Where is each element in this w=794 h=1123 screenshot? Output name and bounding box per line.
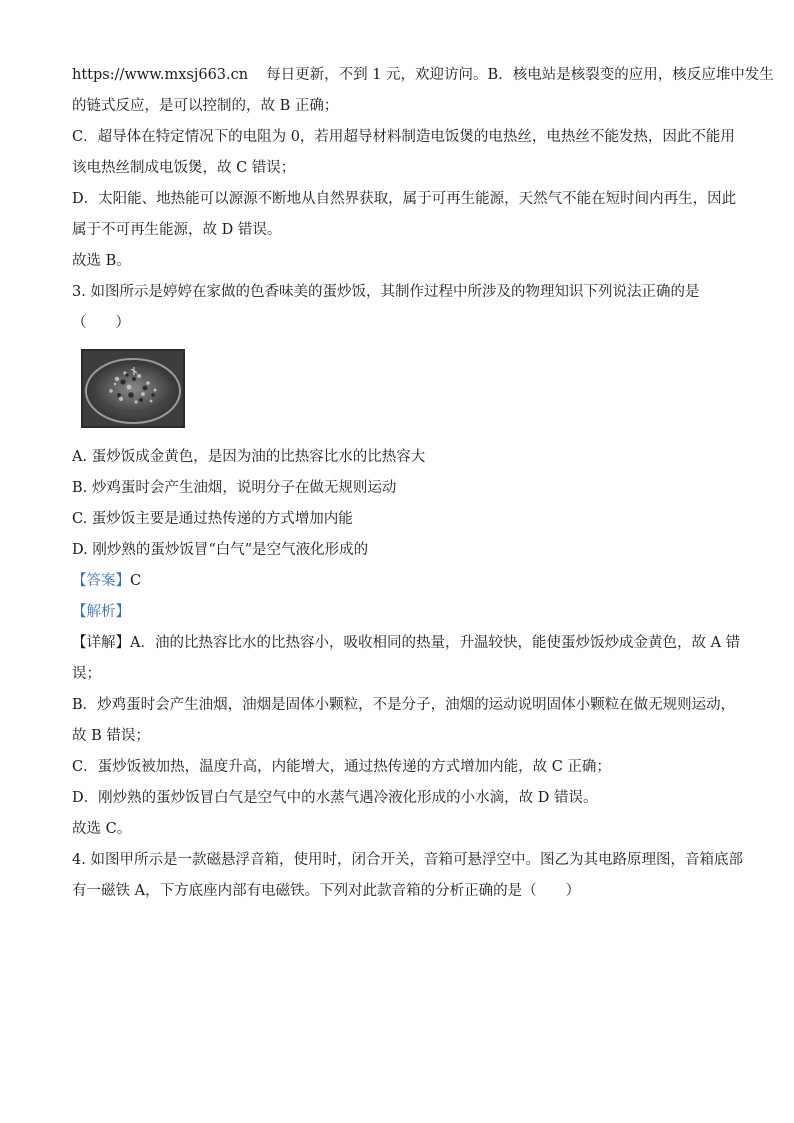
header-line xyxy=(72,60,774,91)
prev-d-line1: D．太阳能、地热能可以源源不断地从自然界获取，属于可再生能源，天然气不能在短时间内再生，因此 xyxy=(72,191,737,207)
q4-stem-line1: 4. 如图甲所示是一款磁悬浮音箱，使用时，闭合开关，音箱可悬浮空中。图乙为其电路原理图，音箱底部 xyxy=(72,852,743,868)
prev-c-line1: C．超导体在特定情况下的电阻为 0，若用超导材料制造电饭煲的电热丝，电热丝不能发热，因此不能用 xyxy=(72,129,735,145)
q3-detail-d: D．刚炒熟的蛋炒饭冒白气是空气中的水蒸气遇冷液化形成的小水滴，故 D 错误。 xyxy=(72,790,598,806)
fried-rice-photo xyxy=(81,349,185,428)
q3-option-c: C. 蛋炒饭主要是通过热传递的方式增加内能 xyxy=(72,511,353,527)
prev-b-continuation: 的链式反应，是可以控制的，故 B 正确； xyxy=(72,98,339,114)
q3-option-d: D. 刚炒熟的蛋炒饭冒“白气”是空气液化形成的 xyxy=(72,542,369,558)
detail-a-text: A．油的比热容比水的比热容小，吸收相同的热量，升温较快，能使蛋炒饭炒成金黄色，故 A 错 xyxy=(130,635,741,651)
q3-detail-c: C．蛋炒饭被加热，温度升高，内能增大，通过热传递的方式增加内能，故 C 正确； xyxy=(72,759,611,775)
q3-stem-line2: （ ） xyxy=(72,315,130,331)
q3-choice: 故选 C。 xyxy=(72,821,132,837)
source-url[interactable]: https://www.mxsj663.cn xyxy=(72,67,249,83)
q3-answer xyxy=(72,566,722,597)
analysis-tag: 【解析】 xyxy=(72,604,130,620)
detail-tag: 【详解】 xyxy=(72,635,130,651)
answer-value: C xyxy=(130,573,142,589)
q3-detail-a1 xyxy=(72,628,741,659)
q3-option-a: A. 蛋炒饭成金黄色，是因为油的比热容比水的比热容大 xyxy=(72,449,426,465)
q3-detail-a2: 误； xyxy=(72,666,101,682)
q3-detail-b2: 故 B 错误； xyxy=(72,728,150,744)
q3-stem-line1: 3. 如图所示是婷婷在家做的色香味美的蛋炒饭，其制作过程中所涉及的物理知识下列说法正确的是 xyxy=(72,284,700,300)
q4-stem-line2: 有一磁铁 A，下方底座内部有电磁铁。下列对此款音箱的分析正确的是（ ） xyxy=(72,883,581,899)
prev-c-line2: 该电热丝制成电饭煲，故 C 错误； xyxy=(72,160,296,176)
prev-d-line2: 属于不可再生能源，故 D 错误。 xyxy=(72,222,282,238)
document-page xyxy=(72,60,774,907)
prev-choice: 故选 B。 xyxy=(72,253,131,269)
answer-tag: 【答案】 xyxy=(72,573,130,589)
q3-detail-b1: B．炒鸡蛋时会产生油烟，油烟是固体小颗粒，不是分子，油烟的运动说明固体小颗粒在做无规则运动， xyxy=(72,697,736,713)
header-text: 每日更新，不到 1 元，欢迎访问。B．核电站是核裂变的应用，核反应堆中发生 xyxy=(266,67,774,83)
q3-analysis xyxy=(72,597,722,628)
q3-option-b: B. 炒鸡蛋时会产生油烟，说明分子在做无规则运动 xyxy=(72,480,397,496)
